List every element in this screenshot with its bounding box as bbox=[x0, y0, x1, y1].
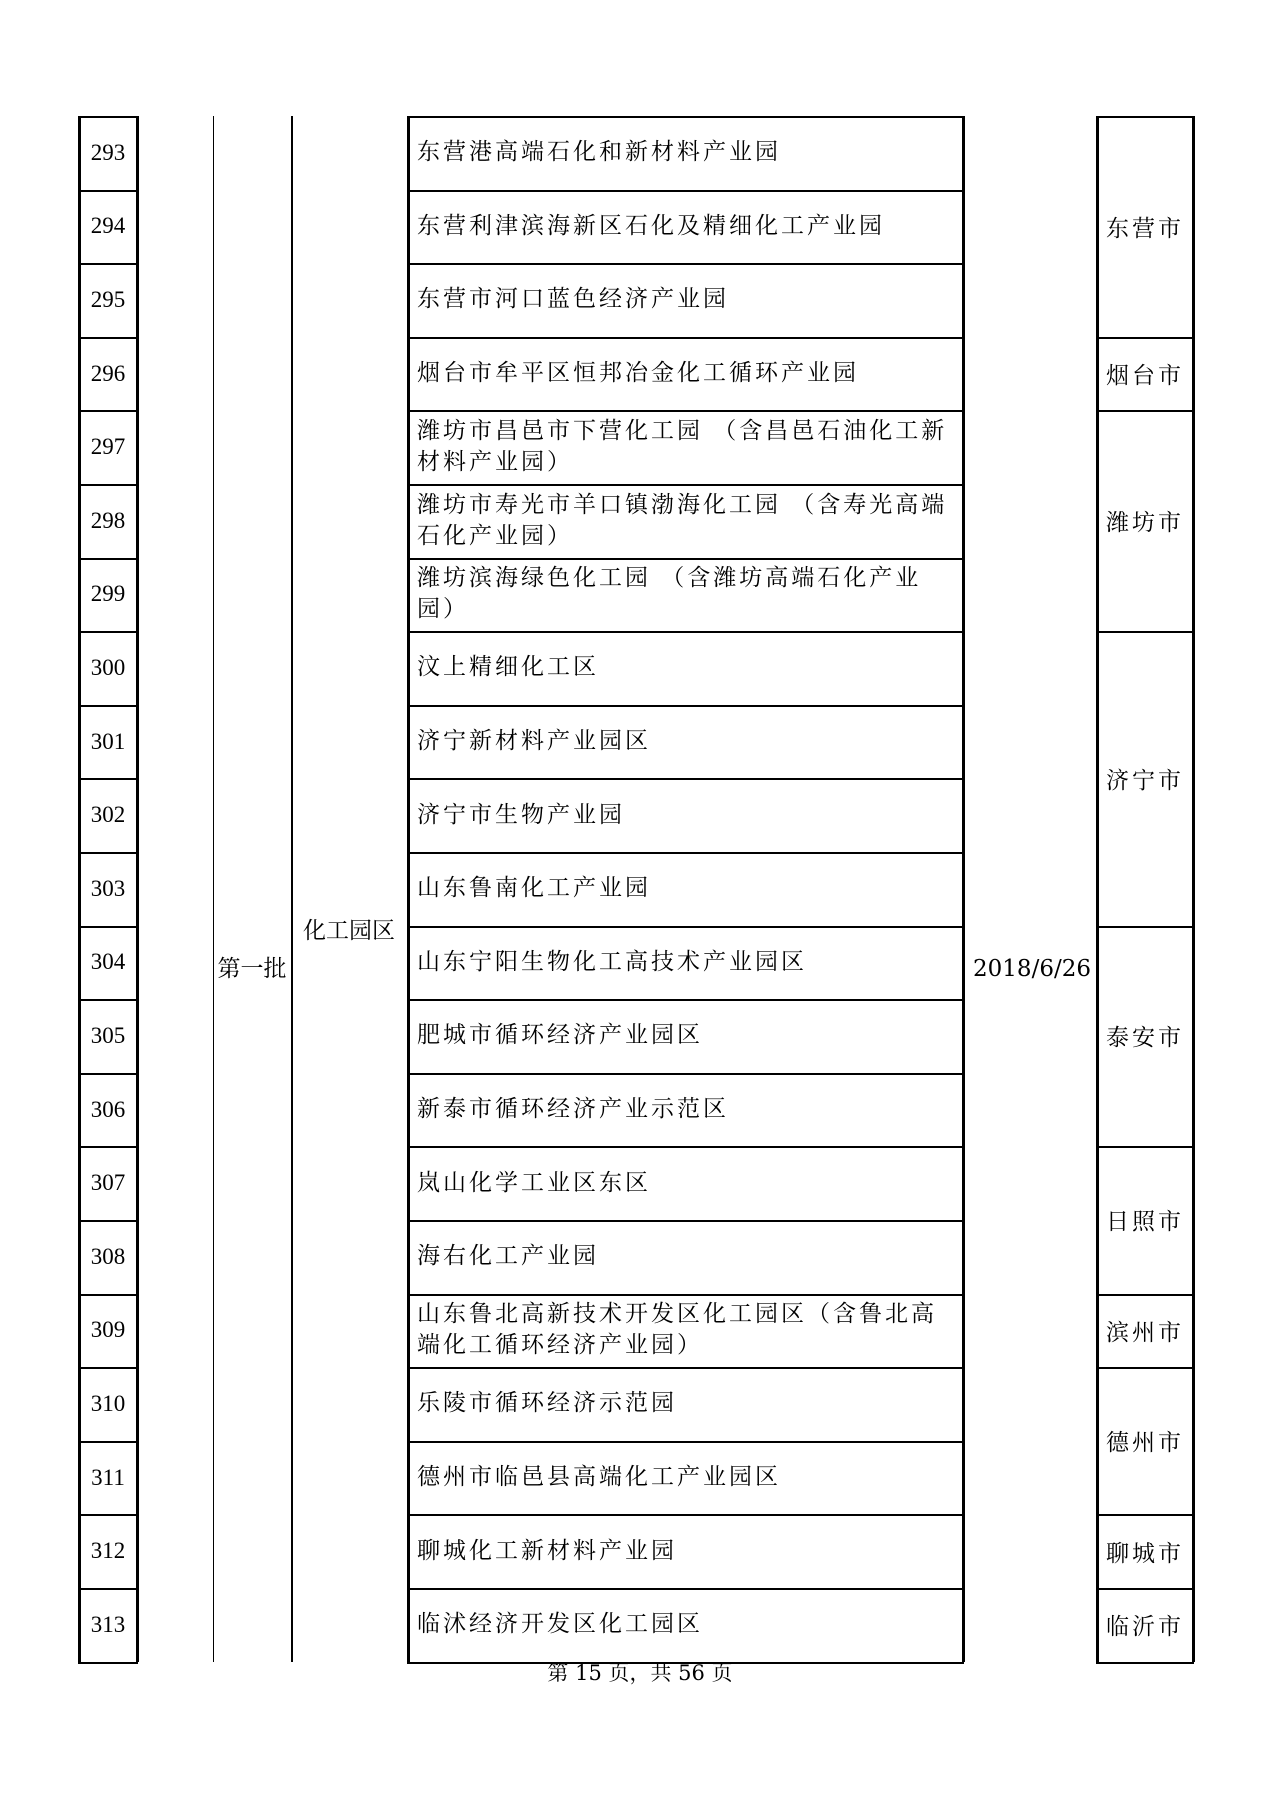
name-col-right-border bbox=[962, 116, 965, 1662]
row-number: 307 bbox=[90, 1170, 126, 1196]
row-number: 304 bbox=[90, 949, 126, 975]
row-number: 308 bbox=[90, 1243, 126, 1269]
park-name: 东营利津滨海新区石化及精细化工产业园 bbox=[417, 212, 885, 239]
city-cell: 泰安市 bbox=[1106, 1025, 1184, 1052]
park-name: 岚山化学工业区东区 bbox=[417, 1169, 651, 1196]
park-name: 潍坊市昌邑市下营化工园 （含昌邑石油化工新材料产业园） bbox=[417, 418, 948, 476]
row-number: 306 bbox=[90, 1096, 126, 1122]
page-footer: 第 15 页，共 56 页 bbox=[547, 1661, 733, 1685]
batch-col-left-border bbox=[213, 116, 214, 1662]
row-number: 300 bbox=[90, 654, 126, 680]
batch-col-right-border bbox=[291, 116, 293, 1662]
park-name: 临沭经济开发区化工园区 bbox=[417, 1611, 703, 1638]
category-cell: 化工园区 bbox=[303, 917, 395, 944]
park-name: 潍坊市寿光市羊口镇渤海化工园 （含寿光高端石化产业园） bbox=[417, 491, 948, 549]
city-cell: 聊城市 bbox=[1106, 1540, 1184, 1567]
city-cell: 德州市 bbox=[1106, 1430, 1184, 1457]
batch-cell: 第一批 bbox=[217, 955, 287, 982]
park-name: 济宁市生物产业园 bbox=[417, 801, 625, 828]
row-number: 309 bbox=[90, 1317, 126, 1343]
park-name: 潍坊滨海绿色化工园 （含潍坊高端石化产业园） bbox=[417, 565, 922, 623]
row-number: 313 bbox=[90, 1611, 126, 1637]
park-name: 乐陵市循环经济示范园 bbox=[417, 1390, 677, 1417]
park-name: 东营市河口蓝色经济产业园 bbox=[417, 286, 729, 313]
park-name: 德州市临邑县高端化工产业园区 bbox=[417, 1464, 781, 1491]
park-name: 东营港高端石化和新材料产业园 bbox=[417, 139, 781, 166]
city-cell: 滨州市 bbox=[1106, 1319, 1184, 1346]
row-number: 303 bbox=[90, 875, 126, 901]
city-cell: 日照市 bbox=[1106, 1209, 1184, 1236]
park-name: 海右化工产业园 bbox=[417, 1243, 599, 1270]
row-number: 305 bbox=[90, 1022, 126, 1048]
city-cell: 临沂市 bbox=[1106, 1614, 1184, 1641]
row-number: 310 bbox=[90, 1390, 126, 1416]
row-number: 301 bbox=[90, 728, 126, 754]
city-col-right-border bbox=[1192, 116, 1195, 1662]
park-name: 聊城化工新材料产业园 bbox=[417, 1537, 677, 1564]
row-number: 296 bbox=[90, 360, 126, 386]
row-number: 295 bbox=[90, 286, 126, 312]
date-cell: 2018/6/26 bbox=[973, 956, 1091, 982]
city-cell: 济宁市 bbox=[1106, 767, 1184, 794]
city-cell: 东营市 bbox=[1106, 215, 1184, 242]
park-name: 汶上精细化工区 bbox=[417, 654, 599, 681]
park-name: 新泰市循环经济产业示范区 bbox=[417, 1096, 729, 1123]
row-number: 311 bbox=[91, 1464, 125, 1490]
city-cell: 烟台市 bbox=[1106, 363, 1184, 390]
park-name: 山东鲁南化工产业园 bbox=[417, 875, 651, 902]
park-name: 烟台市牟平区恒邦冶金化工循环产业园 bbox=[417, 360, 859, 387]
city-cell: 潍坊市 bbox=[1106, 510, 1184, 537]
park-name: 山东鲁北高新技术开发区化工园区（含鲁北高端化工循环经济产业园） bbox=[417, 1301, 937, 1359]
row-number: 293 bbox=[90, 139, 126, 165]
row-number: 312 bbox=[90, 1538, 126, 1564]
park-name: 山东宁阳生物化工高技术产业园区 bbox=[417, 948, 807, 975]
row-number: 298 bbox=[90, 507, 126, 533]
row-number: 299 bbox=[90, 581, 126, 607]
row-number: 294 bbox=[90, 213, 126, 239]
park-name: 肥城市循环经济产业园区 bbox=[417, 1022, 703, 1049]
num-col-right-border bbox=[136, 116, 139, 1662]
park-name: 济宁新材料产业园区 bbox=[417, 728, 651, 755]
row-number: 297 bbox=[90, 434, 126, 460]
row-number: 302 bbox=[90, 802, 126, 828]
